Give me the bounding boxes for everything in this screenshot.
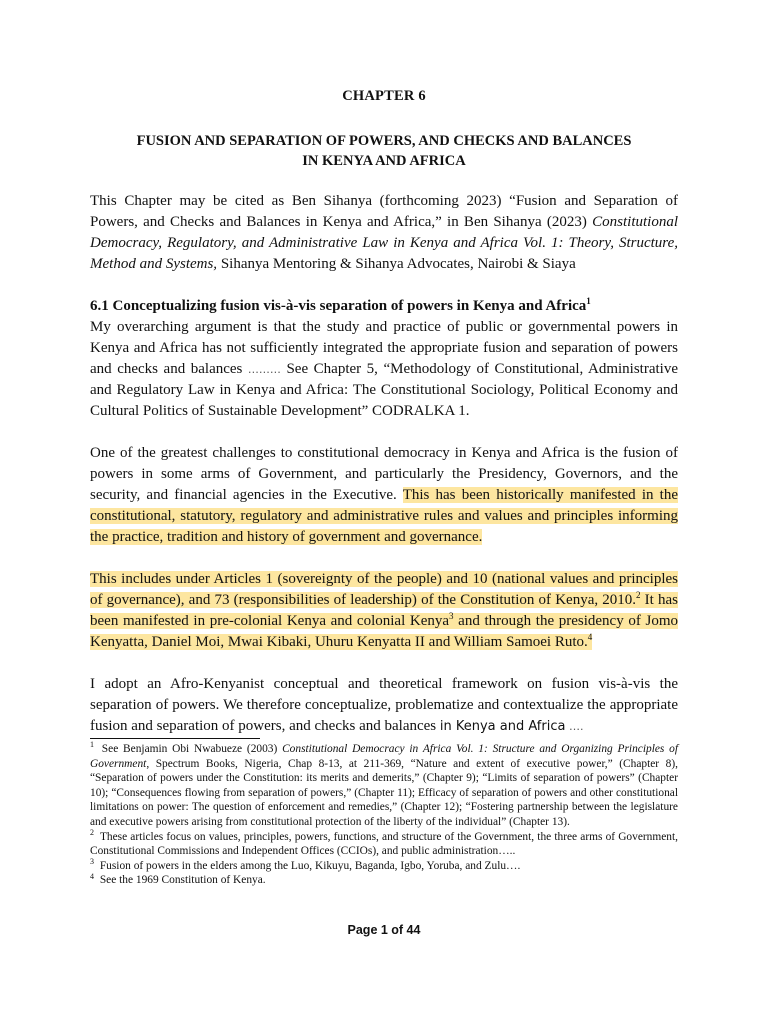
chapter-number: CHAPTER 6 <box>342 88 426 104</box>
paragraph-3-text-b: It has been manifested in pre-colonial Kenya and colonial Kenya <box>90 592 678 629</box>
footnote-3 <box>90 856 678 874</box>
footnote-1 <box>90 742 678 830</box>
footnote-2-text: These articles focus on values, principles, powers, functions, and structure of the Government, the three arms of Government, Constitutional Commissions and Independent Offices (CCIOs), and public administration….. <box>90 830 678 858</box>
footnote-separator <box>90 738 260 739</box>
paragraph-1 <box>90 317 678 422</box>
footnote-3-number: 3 <box>90 856 94 866</box>
chapter-title-line-2: IN KENYA AND AFRICA <box>302 153 466 169</box>
paragraph-3-text-c: and through the presidency of Jomo Kenyatta, Daniel Moi, Mwai Kibaki, Uhuru Kenyatta II and William Samoei Ruto. <box>90 613 679 650</box>
footnote-3-text: Fusion of powers in the elders among the Luo, Kikuyu, Baganda, Igbo, Yoruba, and Zulu…. <box>97 859 521 872</box>
citation-book-title: Constitutional Democracy, Regulatory, and Administrative Law in Kenya and Africa Vol. 1: Theory, Structure, Method and Systems, <box>90 214 678 272</box>
footnote-4-text: See the 1969 Constitution of Kenya. <box>97 874 266 887</box>
paragraph-1-text-b: See Chapter 5, “Methodology of Constitutional, Administrative and Regulatory Law in Kenya and Africa: The Constitutional Sociology, Political Economy and Cultural Politics of Sustainable Development” CODRALKA 1. <box>90 361 678 419</box>
paragraph-2 <box>90 443 678 548</box>
footnote-2 <box>90 827 678 859</box>
footnote-1-text-a: See Benjamin Obi Nwabueze (2003) <box>97 743 283 755</box>
paragraph-4-text-sans: in Kenya and Africa <box>439 719 566 734</box>
footnotes <box>90 742 678 888</box>
chapter-title-line-1: FUSION AND SEPARATION OF POWERS, AND CHECKS AND BALANCES <box>136 133 632 149</box>
paragraph-1-text-a: My overarching argument is that the study and practice of public or governmental powers in Kenya and Africa has not sufficiently integrated the appropriate fusion and separation of powers and checks and balances <box>90 319 678 377</box>
footnote-ref-3[interactable]: 3 <box>449 611 454 621</box>
main-content <box>90 88 678 737</box>
section-heading-text: 6.1 Conceptualizing fusion vis-à-vis separation of powers in Kenya and Africa <box>90 298 587 314</box>
chapter-title <box>90 131 678 171</box>
page-number: Page 1 of 44 <box>347 923 421 937</box>
footnote-4-number: 4 <box>90 871 94 881</box>
paragraph-1-ellipsis: ……… <box>247 363 281 376</box>
paragraph-3 <box>90 569 678 653</box>
citation-paragraph <box>90 191 678 275</box>
footnote-1-number: 1 <box>90 740 94 750</box>
paragraph-4 <box>90 674 678 737</box>
citation-lead: This Chapter may be cited as Ben Sihanya (forthcoming 2023) “Fusion and Separation of Powers, and Checks and Balances in Kenya and Africa,” in Ben Sihanya (2023) <box>90 193 678 230</box>
paragraph-4-text-a: I adopt an Afro-Kenyanist conceptual and theoretical framework on fusion vis-à-vis the separation of powers. We therefore conceptualize, problematize and contextualize the appropriate fusion and separation of powers, and checks and balances <box>90 676 678 734</box>
footnote-1-text-b: , Spectrum Books, Nigeria, Chap 8-13, at 211-369, “Nature and extent of executive power,” (Chapter 8), “Separation of powers under the Constitution: its merits and demerits,” (Chapter 9); “Limits of separation of powers” (Chapter 10); “Consequences flowing from separation of powers,” (Chapter 11); Efficacy of separation of powers and other constitutional limitations on power: The question of enforcement and remedies,” (Chapter 12); “Fostering partnership between the legislature and executive powers arising from constitutional protection of the liberty of the individual” (Chapter 13). <box>90 757 678 828</box>
footnote-ref-2[interactable]: 2 <box>636 590 641 600</box>
paragraph-2-highlight: This has been historically manifested in the constitutional, statutory, regulatory and administrative rules and values and principles informing the practice, tradition and history of government and governance. <box>90 487 678 545</box>
paragraph-3-text-a: This includes under Articles 1 (sovereignty of the people) and 10 (national values and principles of governance), and 73 (responsibilities of leadership) of the Constitution of Kenya, 2010. <box>90 571 678 608</box>
footnote-1-title: Constitutional Democracy in Africa Vol. 1: Structure and Organizing Principles of Government <box>90 743 679 770</box>
paragraph-4-ellipsis: …. <box>565 720 584 733</box>
footnote-4 <box>90 873 678 888</box>
footnote-ref-1[interactable]: 1 <box>586 296 591 306</box>
footnote-ref-4[interactable]: 4 <box>587 632 593 642</box>
citation-tail: Sihanya Mentoring & Sihanya Advocates, Nairobi & Siaya <box>217 256 576 272</box>
footnote-2-number: 2 <box>90 827 94 837</box>
paragraph-2-text-a: One of the greatest challenges to constitutional democracy in Kenya and Africa is the fusion of powers in some arms of Government, and particularly the Presidency, Governors, and the security, and financial agencies in the Executive. <box>90 445 678 503</box>
section-heading <box>90 296 678 317</box>
